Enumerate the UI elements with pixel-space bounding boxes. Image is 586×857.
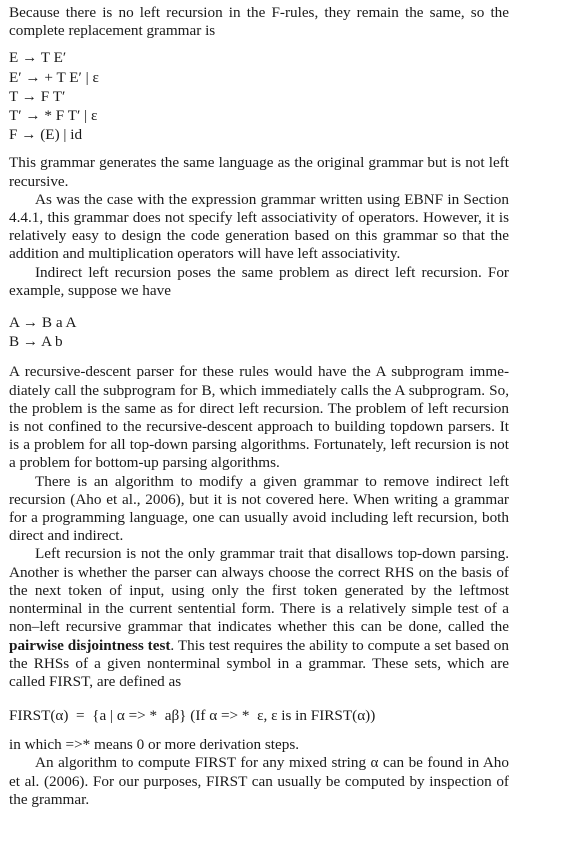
paragraph-associativity: As was the case with the expression grammar written using EBNF in Section 4.4.1, this grammar does not specify left associativity of operators. However, it is relatively easy to design the code generation based on this grammar so that the addition and multiplication operators will have left associativity. <box>9 190 509 263</box>
grammar-rule: B → A b <box>9 333 63 351</box>
first-definition-formula: FIRST(α) = {a | α => * aβ} (If α => * ε, ε is in FIRST(α)) <box>9 707 376 725</box>
paragraph-compute-first: An algorithm to compute FIRST for any mixed string α can be found in Aho et al. (2006). For our purposes, FIRST can usually be computed by inspection of the grammar. <box>9 754 509 808</box>
paragraph-indirect-recursion: Indirect left recursion poses the same problem as direct left recursion. For example, suppose we have <box>9 263 509 299</box>
grammar-rule: F → (E) | id <box>9 126 83 144</box>
grammar-rule: E → T E′ <box>9 49 67 67</box>
grammar-rule: T′ → * F T′ | ε <box>9 107 98 125</box>
indirect-grammar <box>9 313 509 351</box>
grammar-rule: T → F T′ <box>9 87 66 105</box>
grammar-rule: A → B a A <box>9 314 77 332</box>
key-term: pairwise disjointness test <box>9 636 171 654</box>
grammar-rule: E′ → + T E′ | ε <box>9 68 99 86</box>
text-span: Left recursion is not the only grammar trait that disallows top-down parsing. Another is whether the parser can always choose the correct RHS on the basis of the next token of input, using only the first token generated by the leftmost nonterminal in the current sentential form. There is a relatively simple test of a non–left recursive grammar that indicates whether this can be done, called the <box>9 545 509 636</box>
paragraph-not-left-recursive: This grammar generates the same language as the original grammar but is not left recursive. <box>9 154 509 190</box>
paragraph-algorithm: There is an algorithm to modify a given grammar to remove indirect left recursion (Aho et al., 2006), but it is not covered here. When writing a grammar for a programming language, one can usually avoid including left recursion, both direct and indirect. <box>9 472 509 545</box>
paragraph-derivation-note: in which =>* means 0 or more derivation steps. <box>9 736 300 754</box>
text-span: . This test requires the ability to compute a set based on the RHSs of a given nonterminal symbol in a grammar. These sets, which are called FIRST, are defined as <box>9 636 509 690</box>
replacement-grammar <box>9 48 509 144</box>
paragraph-pairwise-test <box>9 545 509 691</box>
paragraph-recursive-descent: A recursive-descent parser for these rules would have the A subprogram immediately call the subprogram for B, which immediately calls the A subprogram. So, the problem is the same as for direct left recursion. The problem of left recursion is not confined to the recursive-descent approach to building topdown parsers. It is a problem for all top-down parsing algorithms. Fortunately, left recursion is not a problem for bottom-up parsing algorithms. <box>9 363 509 472</box>
paragraph-intro: Because there is no left recursion in the F-rules, they remain the same, so the complete replacement grammar is <box>9 4 509 40</box>
